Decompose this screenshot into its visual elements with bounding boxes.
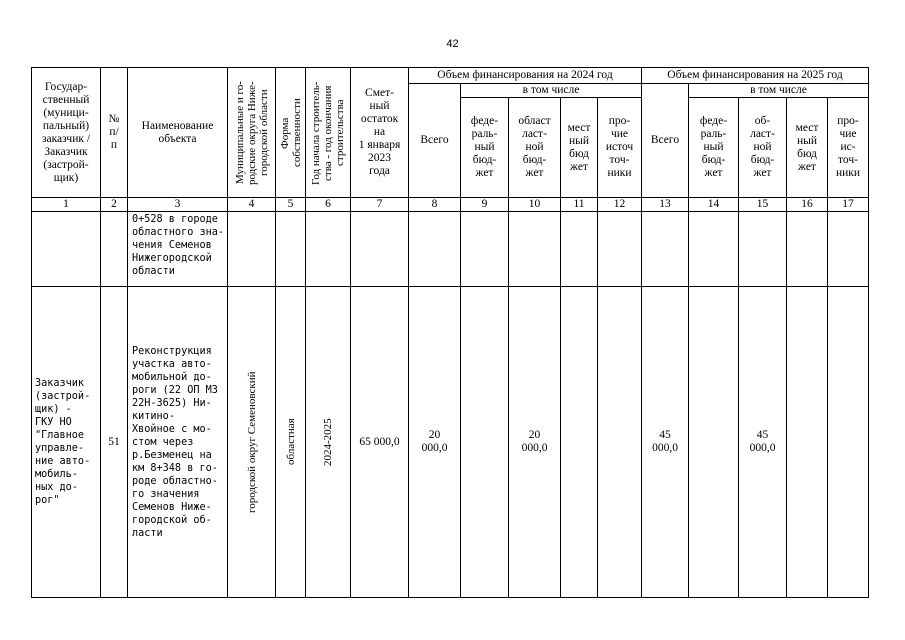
header-regional-2025: об- ласт- ной бюд- жет xyxy=(739,98,787,198)
municipal-district: городской округ Семеновский xyxy=(228,287,276,598)
estimate-balance: 65 000,0 xyxy=(351,287,409,598)
header-customer: Государ- ственный (муници- пальный) заказчик / Заказчик (застрой- щик) xyxy=(32,68,101,198)
construction-years: 2024-2025 xyxy=(306,287,351,598)
header-name: Наименование объекта xyxy=(128,68,228,198)
col-num: 9 xyxy=(461,198,509,212)
col-num: 2 xyxy=(101,198,128,212)
table-row-continuation xyxy=(32,212,869,287)
col-num: 17 xyxy=(828,198,869,212)
header-years: Год начала строитель- ства - год окончания строительства xyxy=(306,68,351,198)
col-num: 4 xyxy=(228,198,276,212)
col-num: 7 xyxy=(351,198,409,212)
col-num: 8 xyxy=(409,198,461,212)
col-num: 16 xyxy=(787,198,828,212)
header-incl-2025: в том числе xyxy=(689,84,869,98)
regional-2024: 20 000,0 xyxy=(509,287,561,598)
financing-table xyxy=(31,67,869,598)
header-municipal: Муниципальные и го- родские округа Ниже- городской области xyxy=(228,68,276,198)
federal-2025 xyxy=(689,287,739,598)
col-num: 11 xyxy=(561,198,598,212)
page-number: 42 xyxy=(446,38,459,50)
col-num: 15 xyxy=(739,198,787,212)
total-2025: 45 000,0 xyxy=(642,287,689,598)
object-name: Реконструкция участка авто- мобильной до- роги (22 ОП МЗ 22Н-3625) Ни- китино- Хвойное с мо- стом через р.Безменец на км 8+348 в го- роде областно- го значения Семенов Ниже- городской об- ласти xyxy=(128,287,228,598)
col-num: 12 xyxy=(598,198,642,212)
col-num: 5 xyxy=(276,198,306,212)
header-federal-2025: феде- раль- ный бюд- жет xyxy=(689,98,739,198)
col-num: 1 xyxy=(32,198,101,212)
table-row-51 xyxy=(32,287,869,598)
header-num: № п/ п xyxy=(101,68,128,198)
total-2024: 20 000,0 xyxy=(409,287,461,598)
header-fin-2024: Объем финансирования на 2024 год xyxy=(409,68,642,84)
header-incl-2024: в том числе xyxy=(461,84,642,98)
other-2024 xyxy=(598,287,642,598)
local-2025 xyxy=(787,287,828,598)
local-2024 xyxy=(561,287,598,598)
header-total-2024: Всего xyxy=(409,84,461,198)
regional-2025: 45 000,0 xyxy=(739,287,787,598)
other-2025 xyxy=(828,287,869,598)
header-regional-2024: област ласт- ной бюд- жет xyxy=(509,98,561,198)
col-num: 10 xyxy=(509,198,561,212)
header-ownership: Форма собственности xyxy=(276,68,306,198)
header-other-2024: про- чие источ точ- ники xyxy=(598,98,642,198)
ownership-form: областная xyxy=(276,287,306,598)
header-local-2024: мест ный бюд жет xyxy=(561,98,598,198)
col-num: 13 xyxy=(642,198,689,212)
header-federal-2024: феде- раль- ный бюд- жет xyxy=(461,98,509,198)
customer-cell: Заказчик (застрой- щик) - ГКУ НО "Главное управле- ние авто- мобиль- ных до- рог" xyxy=(32,287,101,598)
header-other-2025: про- чие ис- точ- ники xyxy=(828,98,869,198)
header-fin-2025: Объем финансирования на 2025 год xyxy=(642,68,869,84)
object-name-continuation: 0+528 в городе областного зна- чения Семенов Нижегородской области xyxy=(128,212,228,287)
header-local-2025: мест ный бюд жет xyxy=(787,98,828,198)
col-num: 6 xyxy=(306,198,351,212)
header-estimate: Смет- ный остаток на 1 января 2023 года xyxy=(351,68,409,198)
federal-2024 xyxy=(461,287,509,598)
col-num: 3 xyxy=(128,198,228,212)
column-number-row xyxy=(32,198,869,212)
row-number: 51 xyxy=(101,287,128,598)
header-total-2025: Всего xyxy=(642,84,689,198)
col-num: 14 xyxy=(689,198,739,212)
